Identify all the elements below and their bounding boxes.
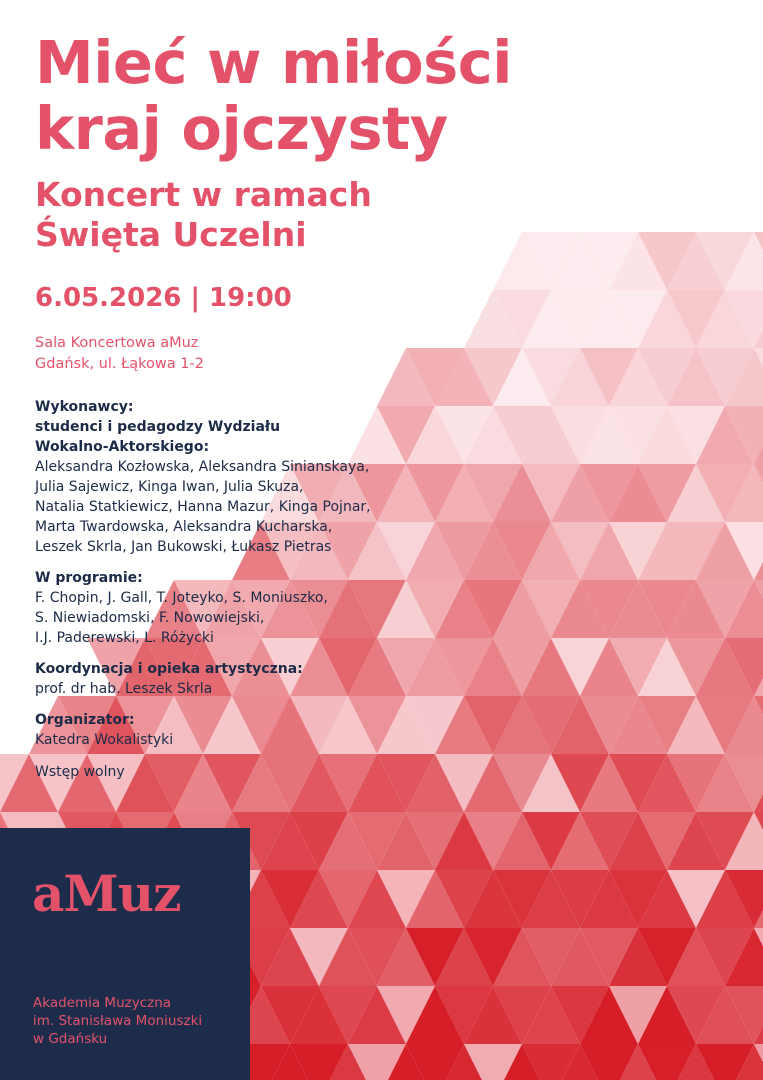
poster-title bbox=[35, 30, 555, 162]
organizer-value: Katedra Wokalistyki bbox=[35, 732, 174, 748]
organizer-heading: Organizator: bbox=[35, 712, 135, 728]
program-line: I.J. Paderewski, L. Różycki bbox=[35, 630, 214, 646]
program-heading: W programie: bbox=[35, 570, 143, 586]
coordination-value: prof. dr hab. Leszek Skrla bbox=[35, 681, 213, 697]
event-venue bbox=[35, 333, 555, 375]
coordination-section bbox=[35, 659, 555, 699]
title-line-2: kraj ojczysty bbox=[35, 94, 448, 163]
performers-line: Marta Twardowska, Aleksandra Kucharska, bbox=[35, 519, 333, 535]
performers-section bbox=[35, 397, 555, 557]
footer-panel bbox=[0, 828, 250, 1080]
performers-heading-1: Wykonawcy: bbox=[35, 399, 134, 415]
program-section bbox=[35, 568, 555, 648]
institution-line-2: im. Stanisława Moniuszki bbox=[33, 1013, 203, 1029]
coordination-heading: Koordynacja i opieka artystyczna: bbox=[35, 661, 303, 677]
subtitle-line-1: Koncert w ramach bbox=[35, 175, 372, 214]
admission-text: Wstęp wolny bbox=[35, 764, 125, 780]
program-line: S. Niewiadomski, F. Nowowiejski, bbox=[35, 610, 265, 626]
program-line: F. Chopin, J. Gall, T. Joteyko, S. Moniuszko, bbox=[35, 590, 328, 606]
subtitle-line-2: Święta Uczelni bbox=[35, 215, 307, 254]
performers-heading-3: Wokalno-Aktorskiego: bbox=[35, 439, 210, 455]
venue-address: Gdańsk, ul. Łąkowa 1-2 bbox=[35, 356, 204, 372]
organizer-section bbox=[35, 710, 555, 750]
institution-name bbox=[33, 994, 202, 1048]
performers-heading-2: studenci i pedagodzy Wydziału bbox=[35, 419, 281, 435]
title-line-1: Mieć w miłości bbox=[35, 28, 512, 97]
performers-line: Julia Sajewicz, Kinga Iwan, Julia Skuza, bbox=[35, 479, 304, 495]
performers-line: Natalia Statkiewicz, Hanna Mazur, Kinga Pojnar, bbox=[35, 499, 371, 515]
poster-subtitle bbox=[35, 175, 555, 255]
venue-name: Sala Koncertowa aMuz bbox=[35, 335, 199, 351]
performers-line: Aleksandra Kozłowska, Aleksandra Sinianskaya, bbox=[35, 459, 370, 475]
performers-line: Leszek Skrla, Jan Bukowski, Łukasz Pietras bbox=[35, 539, 332, 555]
institution-line-3: w Gdańsku bbox=[33, 1031, 108, 1047]
event-datetime: 6.05.2026 | 19:00 bbox=[35, 283, 292, 313]
institution-line-1: Akademia Muzyczna bbox=[33, 995, 172, 1011]
admission-section bbox=[35, 762, 555, 782]
poster-content bbox=[35, 30, 555, 782]
amuz-logo: aMuz bbox=[32, 864, 181, 923]
